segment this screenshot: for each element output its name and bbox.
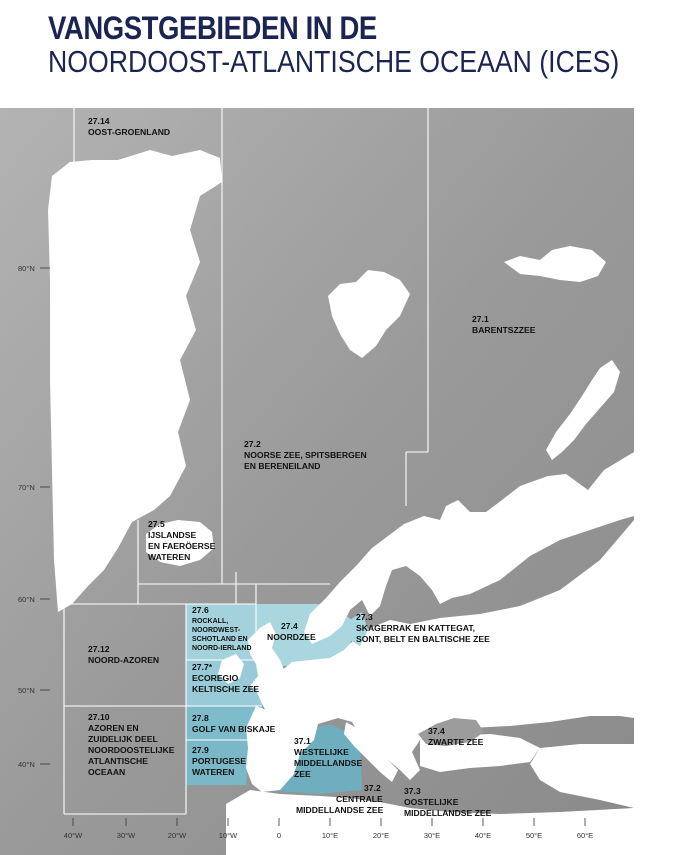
area-27-2-label: 27.2 NOORSE ZEE, SPITSBERGEN EN BERENEILAND: [244, 439, 367, 471]
title-block: [48, 12, 668, 78]
area-27-1-label: 27.1 BARENTSZZEE: [472, 314, 536, 335]
fishing-areas-map: [0, 108, 678, 855]
lat-label: 70°N: [18, 483, 35, 492]
lat-label: 40°N: [18, 760, 35, 769]
area-37-3-label: 37.3 OOSTELIJKE MIDDELLANDSE ZEE: [404, 786, 492, 818]
lon-label: 20°W: [167, 831, 187, 840]
area-37-1-label: 37.1 WESTELIJKE MIDDELLANDSE ZEE: [294, 736, 363, 779]
area-27-6-label: 27.6 ROCKALL, NOORDWEST- SCHOTLAND EN NOORD-IERLAND: [192, 605, 252, 652]
map-subtitle: NOORDOOST-ATLANTISCHE OCEAAN (ICES): [48, 43, 620, 79]
area-27-12-label: 27.12 NOORD-AZOREN: [88, 644, 160, 665]
area-27-10-label: 27.10 AZOREN EN ZUIDELIJK DEEL NOORDOOSTELIJKE ATLANTISCHE OCEAAN: [88, 712, 175, 777]
lon-label: 40°W: [63, 831, 83, 840]
area-27-8-label: 27.8 GOLF VAN BISKAJE: [192, 713, 276, 734]
area-27-3-label: 27.3 SKAGERRAK EN KATTEGAT, SONT, BELT EN BALTISCHE ZEE: [356, 612, 490, 644]
lon-label: 40°E: [474, 831, 492, 840]
area-27-7-label: 27.7* ECOREGIO KELTISCHE ZEE: [192, 662, 260, 694]
lat-label: 60°N: [18, 595, 35, 604]
lon-label: 10°W: [218, 831, 238, 840]
area-37-2-label: 37.2 CENTRALE MIDDELLANDSE ZEE: [296, 783, 384, 815]
lon-label: 50°E: [525, 831, 543, 840]
area-27-14-label: 27.14 OOST-GROENLAND: [88, 116, 171, 137]
lon-label: 0: [276, 831, 282, 840]
lon-label: 10°E: [321, 831, 339, 840]
area-27-5-label: 27.5 IJSLANDSE EN FAERÖERSE WATEREN: [148, 519, 216, 562]
lon-label: 30°E: [423, 831, 441, 840]
area-27-4-label: 27.4 NOORDZEE: [267, 621, 316, 642]
area-37-4-label: 37.4 ZWARTE ZEE: [428, 726, 484, 747]
lon-label: 30°W: [116, 831, 136, 840]
lat-label: 80°N: [18, 264, 35, 273]
lon-label: 20°E: [372, 831, 390, 840]
area-27-9-label: 27.9 PORTUGESE WATEREN: [192, 745, 246, 777]
map-title: VANGSTGEBIEDEN IN DE: [48, 10, 377, 46]
lat-label: 50°N: [18, 686, 35, 695]
lon-label: 60°E: [576, 831, 594, 840]
